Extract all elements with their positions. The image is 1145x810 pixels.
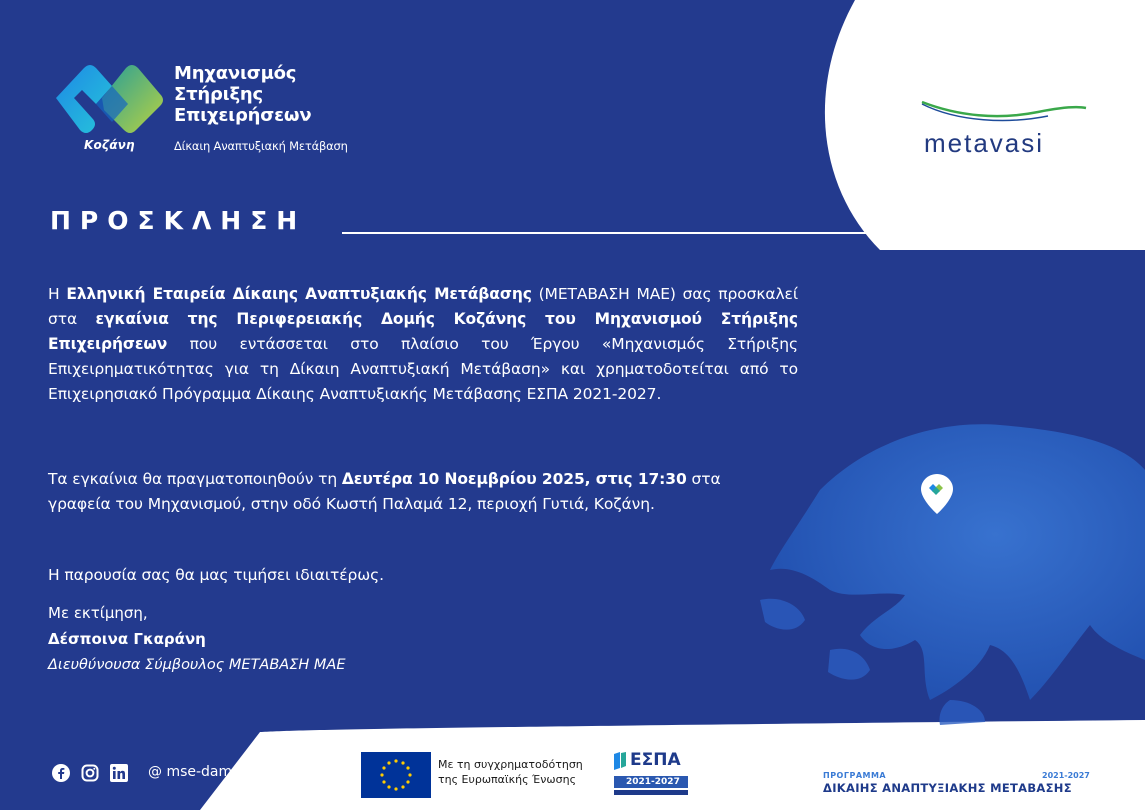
event-name: εγκαίνια της Περιφερειακής Δομής Κοζάνης του Μηχανισμού Στήριξης Επιχειρήσεων (48, 310, 798, 353)
text-span: στα γραφεία του Μηχανισμού, στην οδό Κωστή Παλαμά 12, περιοχή Γυτιά, Κοζάνη. (48, 470, 721, 513)
map-illustration (700, 400, 1145, 730)
espa-logo (612, 750, 692, 798)
program-label: ΠΡΟΓΡΑΜΜΑ (823, 771, 887, 780)
text-span: Η (48, 285, 67, 303)
linkedin-icon[interactable] (110, 764, 128, 786)
program-name: ΔΙΚΑΙΗΣ ΑΝΑΠΤΥΞΙΑΚΗΣ ΜΕΤΑΒΑΣΗΣ (823, 781, 1072, 795)
logo-title-line: Στήριξης (174, 84, 264, 105)
website-link[interactable]: @ mse-dam.gr (148, 764, 252, 780)
invitation-paragraph (48, 282, 798, 407)
logo-title (174, 63, 311, 126)
text-span: (ΜΕΤΑΒΑΣΗ ΜΑΕ) σας προσκαλεί στα (48, 285, 798, 328)
espa-years: 2021-2027 (626, 777, 680, 787)
instagram-icon[interactable] (81, 764, 99, 786)
text-span: που εντάσσεται στο πλαίσιο του Έργου «Μηχανισμός Στήριξης Επιχειρηματικότητας για τη Δίκαιη Αναπτυξιακή Μετάβαση» και χρηματοδοτείται από το Επιχειρησιακό Πρόγραμμα Δίκαιης Αναπτυξιακής Μετάβασης ΕΣΠΑ 2021-2027. (48, 335, 798, 403)
signer-role: Διευθύνουσα Σύμβουλος ΜΕΤΑΒΑΣΗ ΜΑΕ (48, 657, 346, 673)
logo-city: Κοζάνη (84, 138, 135, 152)
social-links (52, 764, 128, 784)
facebook-icon[interactable] (52, 764, 70, 786)
event-datetime: Δευτέρα 10 Νοεμβρίου 2025, στις 17:30 (341, 470, 687, 488)
event-details-paragraph (48, 467, 783, 517)
eu-cofunding-text (438, 757, 583, 787)
metavasi-swoosh-icon (918, 98, 1090, 128)
page-title: ΠΡΟΣΚΛΗΣΗ (50, 206, 307, 235)
title-divider (342, 232, 882, 234)
espa-title: ΕΣΠΑ (630, 750, 681, 770)
metavasi-wordmark: metavasi (924, 128, 1045, 158)
program-years: 2021-2027 (1042, 771, 1090, 780)
organization-name: Ελληνική Εταιρεία Δίκαιης Αναπτυξιακής Μετάβασης (66, 285, 532, 303)
mse-logo (52, 58, 382, 158)
eu-text-line: της Ευρωπαϊκής Ένωσης (438, 773, 577, 786)
logo-title-line: Μηχανισμός (174, 63, 297, 84)
text-span: Τα εγκαίνια θα πραγματοποιηθούν τη (48, 470, 342, 488)
metavasi-logo (918, 98, 1090, 162)
signer-name: Δέσποινα Γκαράνη (48, 630, 206, 648)
logo-title-line: Επιχειρήσεων (174, 105, 312, 126)
eu-flag-icon (360, 751, 432, 799)
closing-sentence: Η παρουσία σας θα μας τιμήσει ιδιαιτέρως. (48, 566, 384, 584)
logo-subtitle: Δίκαιη Αναπτυξιακή Μετάβαση (174, 139, 348, 153)
regards: Με εκτίμηση, (48, 604, 148, 622)
mse-logo-mark-icon (52, 60, 164, 136)
location-pin-icon (921, 474, 953, 514)
eu-text-line: Με τη συγχρηματοδότηση (438, 758, 583, 771)
